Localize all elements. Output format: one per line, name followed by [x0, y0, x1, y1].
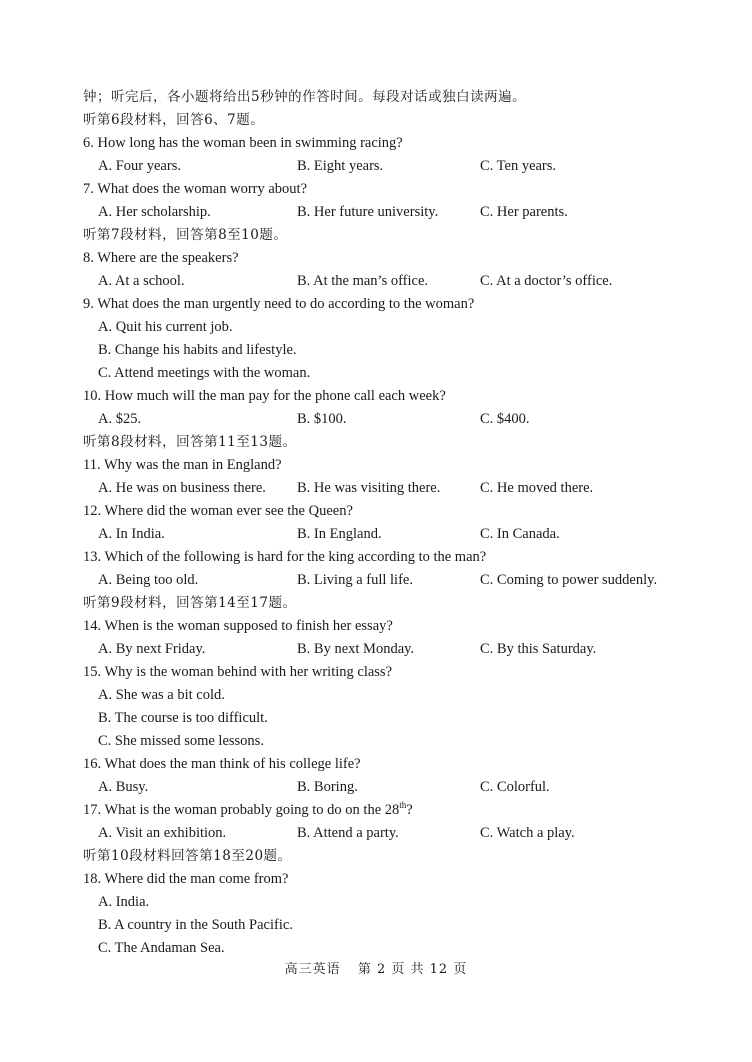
option-7a: A. Her scholarship.: [98, 204, 211, 220]
section-heading-6: 听第6段材料，回答6、7题。: [83, 112, 265, 128]
option-9c: C. Attend meetings with the woman.: [98, 365, 311, 381]
options-16: [83, 776, 723, 799]
option-11c: C. He moved there.: [480, 480, 594, 496]
option-8b: B. At the man’s office.: [297, 273, 429, 289]
option-14a: A. By next Friday.: [98, 641, 206, 657]
ordinal-suffix: th: [399, 800, 407, 810]
question-stem-6: 6. How long has the woman been in swimming racing?: [83, 135, 403, 151]
options-12: [83, 523, 723, 546]
footer-subject: 高三英语: [284, 962, 341, 977]
option-11a: A. He was on business there.: [98, 480, 266, 496]
option-13b: B. Living a full life.: [297, 572, 413, 588]
option-18a: A. India.: [98, 894, 150, 910]
question-stem-8: 8. Where are the speakers?: [83, 250, 239, 266]
option-14b: B. By next Monday.: [297, 641, 415, 657]
option-10c: C. $400.: [480, 411, 530, 427]
option-13a: A. Being too old.: [98, 572, 199, 588]
option-17c: C. Watch a play.: [480, 825, 575, 841]
instructions-line: 钟；听完后，各小题将给出5秒钟的作答时间。每段对话或独白读两遍。: [83, 89, 527, 105]
section-heading-10: 听第10段材料回答第18至20题。: [83, 848, 292, 864]
option-12b: B. In England.: [297, 526, 382, 542]
option-7c: C. Her parents.: [480, 204, 568, 220]
options-8: [83, 270, 723, 293]
section-heading-8: 听第8段材料，回答第11至13题。: [83, 434, 297, 450]
option-12c: C. In Canada.: [480, 526, 560, 542]
question-stem-10: 10. How much will the man pay for the phone call each week?: [83, 388, 446, 404]
section-heading-9: 听第9段材料，回答第14至17题。: [83, 595, 297, 611]
options-14: [83, 638, 723, 661]
page-footer: [0, 958, 752, 977]
options-10: [83, 408, 723, 431]
option-15b: B. The course is too difficult.: [98, 710, 268, 726]
option-15c: C. She missed some lessons.: [98, 733, 264, 749]
question-stem-17: [83, 799, 723, 822]
options-17: [83, 822, 723, 845]
option-16c: C. Colorful.: [480, 779, 550, 795]
option-13c: C. Coming to power suddenly.: [480, 572, 658, 588]
option-15a: A. She was a bit cold.: [98, 687, 225, 703]
question-stem-11: 11. Why was the man in England?: [83, 457, 282, 473]
question-stem-13: 13. Which of the following is hard for the king according to the man?: [83, 549, 487, 565]
options-13: [83, 569, 723, 592]
option-16b: B. Boring.: [297, 779, 358, 795]
option-8c: C. At a doctor’s office.: [480, 273, 613, 289]
option-9b: B. Change his habits and lifestyle.: [98, 342, 297, 358]
option-6a: A. Four years.: [98, 158, 181, 174]
option-12a: A. In India.: [98, 526, 165, 542]
options-11: [83, 477, 723, 500]
option-7b: B. Her future university.: [297, 204, 439, 220]
option-8a: A. At a school.: [98, 273, 185, 289]
listening-section: [83, 86, 723, 960]
question-stem-16: 16. What does the man think of his college life?: [83, 756, 361, 772]
option-6c: C. Ten years.: [480, 158, 557, 174]
option-18b: B. A country in the South Pacific.: [98, 917, 293, 933]
footer-page-number: 第 2 页 共 12 页: [357, 962, 468, 977]
option-16a: A. Busy.: [98, 779, 149, 795]
question-mark: ?: [406, 802, 413, 818]
options-7: [83, 201, 723, 224]
question-stem-12: 12. Where did the woman ever see the Queen?: [83, 503, 353, 519]
question-stem-14: 14. When is the woman supposed to finish her essay?: [83, 618, 393, 634]
options-6: [83, 155, 723, 178]
question-stem-17-text: 17. What is the woman probably going to do on the 28: [83, 802, 400, 818]
option-18c: C. The Andaman Sea.: [98, 940, 225, 956]
option-17b: B. Attend a party.: [297, 825, 399, 841]
option-11b: B. He was visiting there.: [297, 480, 441, 496]
question-stem-18: 18. Where did the man come from?: [83, 871, 289, 887]
option-6b: B. Eight years.: [297, 158, 384, 174]
section-heading-7: 听第7段材料，回答第8至10题。: [83, 227, 288, 243]
question-stem-7: 7. What does the woman worry about?: [83, 181, 308, 197]
question-stem-15: 15. Why is the woman behind with her writing class?: [83, 664, 393, 680]
option-10a: A. $25.: [98, 411, 142, 427]
option-14c: C. By this Saturday.: [480, 641, 597, 657]
option-10b: B. $100.: [297, 411, 347, 427]
question-stem-9: 9. What does the man urgently need to do according to the woman?: [83, 296, 475, 312]
option-17a: A. Visit an exhibition.: [98, 825, 227, 841]
option-9a: A. Quit his current job.: [98, 319, 233, 335]
